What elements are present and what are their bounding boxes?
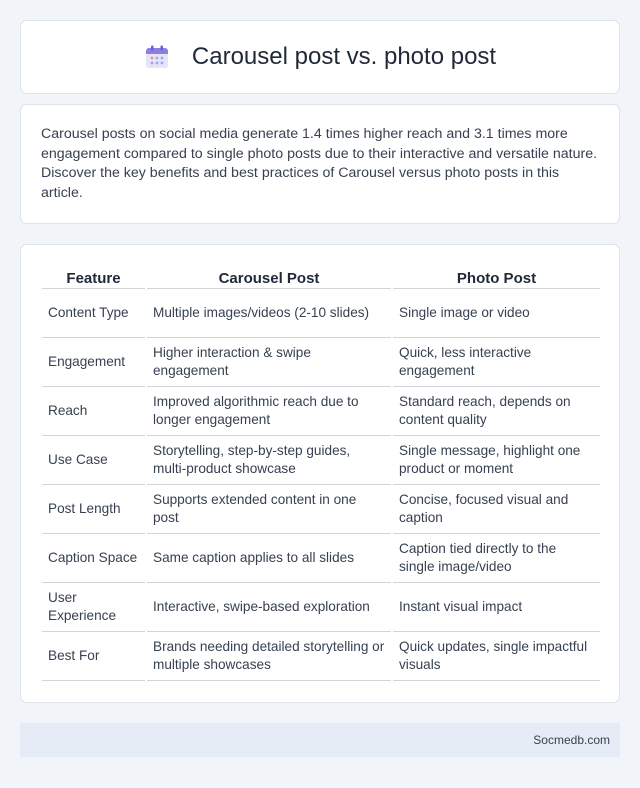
table-row	[42, 583, 600, 632]
comparison-card	[20, 244, 620, 703]
carousel-cell: Supports extended content in one post	[147, 485, 391, 534]
table-row	[42, 632, 600, 681]
feature-cell: Post Length	[42, 485, 145, 534]
table-row	[42, 534, 600, 583]
page-title: Carousel post vs. photo post	[191, 43, 497, 70]
feature-cell: Reach	[42, 387, 145, 436]
carousel-cell: Multiple images/videos (2-10 slides)	[147, 289, 391, 338]
header-carousel-post: Carousel Post	[147, 264, 391, 289]
carousel-cell: Brands needing detailed storytelling or multiple showcases	[147, 632, 391, 681]
feature-cell: Content Type	[42, 289, 145, 338]
feature-cell: Best For	[42, 632, 145, 681]
photo-cell: Concise, focused visual and caption	[393, 485, 600, 534]
feature-cell: Caption Space	[42, 534, 145, 583]
feature-cell: Use Case	[42, 436, 145, 485]
photo-cell: Instant visual impact	[393, 583, 600, 632]
carousel-cell: Higher interaction & swipe engagement	[147, 338, 391, 387]
header-feature: Feature	[42, 264, 145, 289]
photo-cell: Single message, highlight one product or moment	[393, 436, 600, 485]
footer-bar	[20, 723, 620, 757]
comparison-table	[40, 264, 602, 681]
table-row	[42, 387, 600, 436]
feature-cell: Engagement	[42, 338, 145, 387]
carousel-cell: Improved algorithmic reach due to longer engagement	[147, 387, 391, 436]
title-card	[20, 20, 620, 94]
table-header-row	[42, 264, 600, 289]
photo-cell: Single image or video	[393, 289, 600, 338]
photo-cell: Quick, less interactive engagement	[393, 338, 600, 387]
table-row	[42, 338, 600, 387]
table-row	[42, 485, 600, 534]
header-photo-post: Photo Post	[393, 264, 600, 289]
carousel-cell: Same caption applies to all slides	[147, 534, 391, 583]
intro-card	[20, 104, 620, 224]
photo-cell: Standard reach, depends on content quality	[393, 387, 600, 436]
title-row	[144, 43, 496, 71]
table-row	[42, 289, 600, 338]
photo-cell: Caption tied directly to the single image/video	[393, 534, 600, 583]
calendar-icon	[144, 44, 170, 70]
intro-text: Carousel posts on social media generate 1.4 times higher reach and 3.1 times more engagement compared to single photo posts due to their interactive and versatile nature. Discover the key benefits and best practices of Carousel versus photo posts in this article.	[41, 126, 598, 201]
feature-cell: User Experience	[42, 583, 145, 632]
footer-site-link[interactable]: Socmedb.com	[533, 733, 610, 747]
table-row	[42, 436, 600, 485]
carousel-cell: Interactive, swipe-based exploration	[147, 583, 391, 632]
photo-cell: Quick updates, single impactful visuals	[393, 632, 600, 681]
carousel-cell: Storytelling, step-by-step guides, multi-product showcase	[147, 436, 391, 485]
